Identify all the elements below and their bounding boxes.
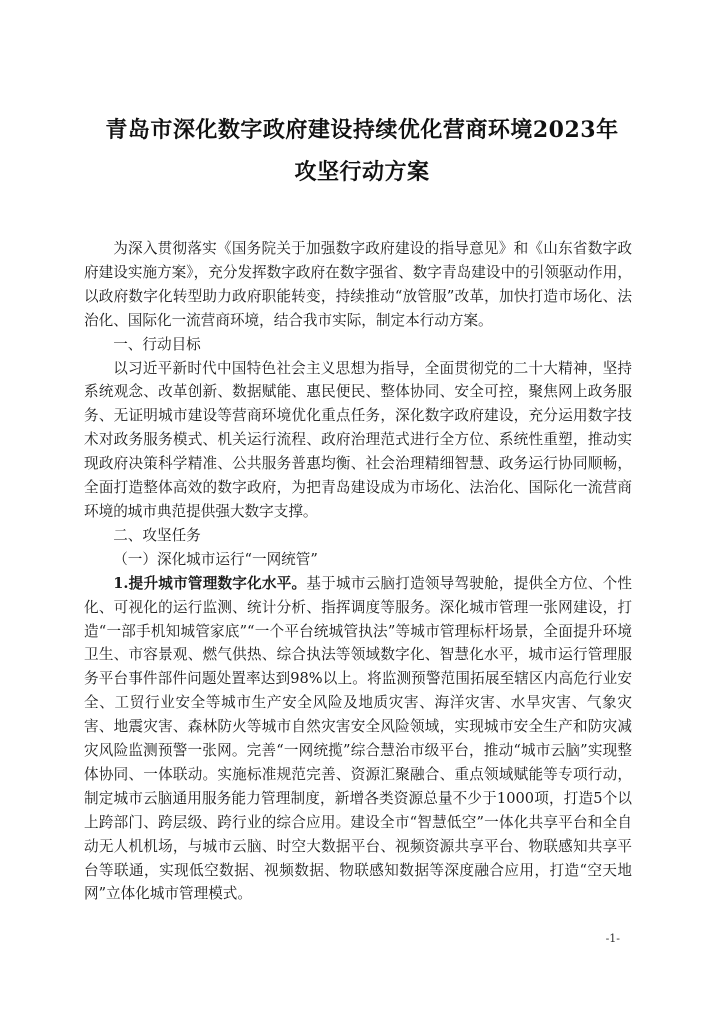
document-title-line-1: 青岛市深化数字政府建设持续优化营商环境2023年: [105, 117, 619, 143]
intro-paragraph: 为深入贯彻落实《国务院关于加强数字政府建设的指导意见》和《山东省数字政府建设实施方案》，充分发挥数字政府在数字强省、数字青岛建设中的引领驱动作用，以政府数字化转型助力政府职能转变，持续推动“放管服”改革，加快打造市场化、法治化、国际化一流营商环境，结合我市实际，制定本行动方案。: [84, 240, 632, 329]
task-item-1: [84, 572, 632, 907]
page-number: -1-: [605, 932, 620, 945]
document-title-line-2: 攻坚行动方案: [294, 159, 430, 185]
task-item-1-title: 1.提升城市管理数字化水平。: [113, 574, 307, 592]
section-heading-tasks: 二、攻坚任务: [113, 526, 201, 544]
goals-paragraph: 以习近平新时代中国特色社会主义思想为指导，全面贯彻党的二十大精神，坚持系统观念、改革创新、数据赋能、惠民便民、整体协同、安全可控，聚焦网上政务服务、无证明城市建设等营商环境优化重点任务，深化数字政府建设，充分运用数字技术对政务服务模式、机关运行流程、政府治理范式进行全方位、系统性重塑，推动实现政府决策科学精准、公共服务普惠均衡、社会治理精细智慧、政务运行协同顺畅，全面打造整体高效的数字政府，为把青岛建设成为市场化、法治化、国际化一流营商环境的城市典范提供强大数字支撑。: [84, 359, 632, 520]
task-item-1-body: 基于城市云脑打造领导驾驶舱，提供全方位、个性化、可视化的运行监测、统计分析、指挥调度等服务。深化城市管理一张网建设，打造“一部手机知城管家底”“一个平台统城管执法”等城市管理标杆场景，全面提升环境卫生、市容景观、燃气供热、综合执法等领域数字化、智慧化水平，城市运行管理服务平台事件部件问题处置率达到98%以上。将监测预警范围拓展至辖区内高危行业安全、工贸行业安全等城市生产安全风险及地质灾害、海洋灾害、水旱灾害、气象灾害、地震灾害、森林防火等城市自然灾害安全风险领域，实现城市安全生产和防灾减灾风险监测预警一张网。完善“一网统揽”综合慧治市级平台，推动“城市云脑”实现整体协同、一体联动。实施标准规范完善、资源汇聚融合、重点领域赋能等专项行动，制定城市云脑通用服务能力管理制度，新增各类资源总量不少于1000项，打造5个以上跨部门、跨层级、跨行业的综合应用。建设全市“智慧低空”一体化共享平台和全自动无人机机场，与城市云脑、时空大数据平台、视频资源共享平台、物联感知共享平台等联通，实现低空数据、视频数据、物联感知数据等深度融合应用，打造“空天地网”立体化城市管理模式。: [84, 574, 632, 903]
section-heading-goals: 一、行动目标: [113, 335, 201, 353]
subsection-heading-city-operation: （一）深化城市运行“一网统管”: [113, 550, 318, 568]
document-body: [84, 237, 632, 906]
